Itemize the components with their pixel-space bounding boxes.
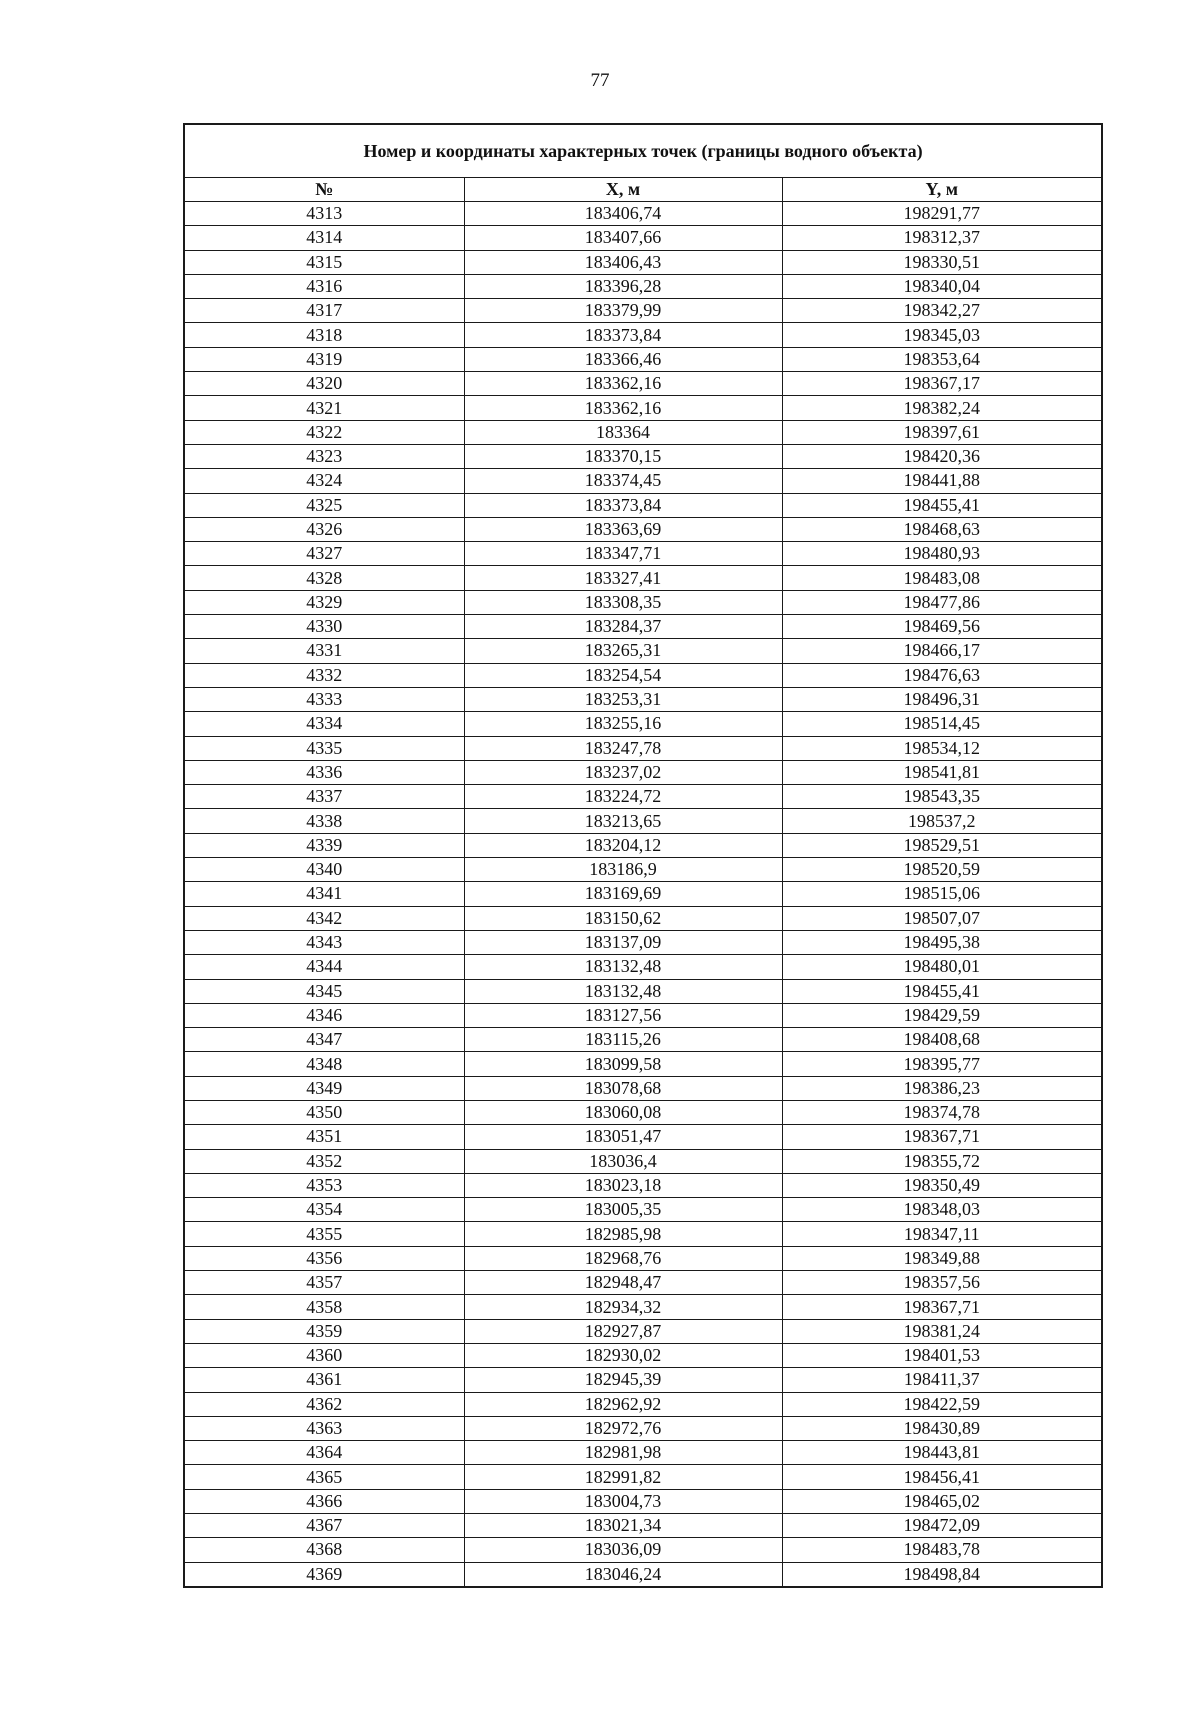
point-number-cell: 4348 bbox=[185, 1052, 464, 1076]
point-number-cell: 4329 bbox=[185, 590, 464, 614]
y-coordinate-cell: 198468,63 bbox=[782, 517, 1101, 541]
y-coordinate-cell: 198395,77 bbox=[782, 1052, 1101, 1076]
x-coordinate-cell: 183407,66 bbox=[464, 226, 782, 250]
table-row bbox=[185, 396, 1101, 420]
point-number-cell: 4368 bbox=[185, 1538, 464, 1562]
table-row bbox=[185, 1368, 1101, 1392]
point-number-cell: 4315 bbox=[185, 250, 464, 274]
y-coordinate-cell: 198483,08 bbox=[782, 566, 1101, 590]
x-coordinate-cell: 183224,72 bbox=[464, 785, 782, 809]
x-coordinate-cell: 183060,08 bbox=[464, 1100, 782, 1124]
table-row bbox=[185, 420, 1101, 444]
point-number-cell: 4355 bbox=[185, 1222, 464, 1246]
x-coordinate-cell: 183284,37 bbox=[464, 615, 782, 639]
x-coordinate-cell: 183169,69 bbox=[464, 882, 782, 906]
table-row bbox=[185, 1562, 1101, 1586]
y-coordinate-cell: 198515,06 bbox=[782, 882, 1101, 906]
y-coordinate-cell: 198401,53 bbox=[782, 1343, 1101, 1367]
x-coordinate-cell: 182985,98 bbox=[464, 1222, 782, 1246]
x-coordinate-cell: 183036,4 bbox=[464, 1149, 782, 1173]
page-number: 77 bbox=[590, 70, 610, 91]
y-coordinate-cell: 198381,24 bbox=[782, 1319, 1101, 1343]
table-row bbox=[185, 299, 1101, 323]
y-coordinate-cell: 198465,02 bbox=[782, 1489, 1101, 1513]
point-number-cell: 4354 bbox=[185, 1198, 464, 1222]
x-coordinate-cell: 182927,87 bbox=[464, 1319, 782, 1343]
point-number-cell: 4367 bbox=[185, 1514, 464, 1538]
header-row bbox=[185, 178, 1101, 202]
table-row bbox=[185, 1538, 1101, 1562]
column-header-number: № bbox=[185, 178, 464, 202]
point-number-cell: 4346 bbox=[185, 1003, 464, 1027]
coordinates-table bbox=[183, 123, 1103, 1588]
table-row bbox=[185, 444, 1101, 468]
x-coordinate-cell: 183005,35 bbox=[464, 1198, 782, 1222]
point-number-cell: 4344 bbox=[185, 955, 464, 979]
table-row bbox=[185, 639, 1101, 663]
x-coordinate-cell: 182948,47 bbox=[464, 1271, 782, 1295]
point-number-cell: 4338 bbox=[185, 809, 464, 833]
table-row bbox=[185, 1028, 1101, 1052]
table-row bbox=[185, 930, 1101, 954]
y-coordinate-cell: 198455,41 bbox=[782, 979, 1101, 1003]
table-row bbox=[185, 1052, 1101, 1076]
point-number-cell: 4361 bbox=[185, 1368, 464, 1392]
point-number-cell: 4359 bbox=[185, 1319, 464, 1343]
table-row bbox=[185, 955, 1101, 979]
table-heading: Номер и координаты характерных точек (границы водного объекта) bbox=[185, 125, 1101, 178]
x-coordinate-cell: 183373,84 bbox=[464, 493, 782, 517]
y-coordinate-cell: 198472,09 bbox=[782, 1514, 1101, 1538]
point-number-cell: 4340 bbox=[185, 858, 464, 882]
x-coordinate-cell: 183254,54 bbox=[464, 663, 782, 687]
point-number-cell: 4347 bbox=[185, 1028, 464, 1052]
x-coordinate-cell: 182981,98 bbox=[464, 1441, 782, 1465]
x-coordinate-cell: 183115,26 bbox=[464, 1028, 782, 1052]
x-coordinate-cell: 183127,56 bbox=[464, 1003, 782, 1027]
point-number-cell: 4337 bbox=[185, 785, 464, 809]
table-row bbox=[185, 202, 1101, 226]
table-row bbox=[185, 274, 1101, 298]
x-coordinate-cell: 182991,82 bbox=[464, 1465, 782, 1489]
point-number-cell: 4357 bbox=[185, 1271, 464, 1295]
x-coordinate-cell: 183362,16 bbox=[464, 372, 782, 396]
x-coordinate-cell: 183023,18 bbox=[464, 1173, 782, 1197]
table-row bbox=[185, 372, 1101, 396]
y-coordinate-cell: 198348,03 bbox=[782, 1198, 1101, 1222]
table-row bbox=[185, 882, 1101, 906]
coordinates-grid bbox=[185, 178, 1101, 1586]
y-coordinate-cell: 198430,89 bbox=[782, 1416, 1101, 1440]
table-row bbox=[185, 493, 1101, 517]
y-coordinate-cell: 198520,59 bbox=[782, 858, 1101, 882]
x-coordinate-cell: 183308,35 bbox=[464, 590, 782, 614]
y-coordinate-cell: 198429,59 bbox=[782, 1003, 1101, 1027]
table-row bbox=[185, 542, 1101, 566]
y-coordinate-cell: 198443,81 bbox=[782, 1441, 1101, 1465]
table-body bbox=[185, 202, 1101, 1586]
x-coordinate-cell: 183099,58 bbox=[464, 1052, 782, 1076]
x-coordinate-cell: 183265,31 bbox=[464, 639, 782, 663]
x-coordinate-cell: 182945,39 bbox=[464, 1368, 782, 1392]
table-row bbox=[185, 1222, 1101, 1246]
point-number-cell: 4356 bbox=[185, 1246, 464, 1270]
table-row bbox=[185, 1416, 1101, 1440]
table-row bbox=[185, 323, 1101, 347]
x-coordinate-cell: 183366,46 bbox=[464, 347, 782, 371]
y-coordinate-cell: 198291,77 bbox=[782, 202, 1101, 226]
point-number-cell: 4316 bbox=[185, 274, 464, 298]
table-row bbox=[185, 517, 1101, 541]
y-coordinate-cell: 198382,24 bbox=[782, 396, 1101, 420]
point-number-cell: 4320 bbox=[185, 372, 464, 396]
y-coordinate-cell: 198347,11 bbox=[782, 1222, 1101, 1246]
x-coordinate-cell: 183370,15 bbox=[464, 444, 782, 468]
table-row bbox=[185, 1076, 1101, 1100]
x-coordinate-cell: 183132,48 bbox=[464, 955, 782, 979]
table-row bbox=[185, 590, 1101, 614]
y-coordinate-cell: 198420,36 bbox=[782, 444, 1101, 468]
table-row bbox=[185, 1295, 1101, 1319]
point-number-cell: 4352 bbox=[185, 1149, 464, 1173]
table-row bbox=[185, 1465, 1101, 1489]
y-coordinate-cell: 198355,72 bbox=[782, 1149, 1101, 1173]
point-number-cell: 4350 bbox=[185, 1100, 464, 1124]
x-coordinate-cell: 183347,71 bbox=[464, 542, 782, 566]
table-row bbox=[185, 833, 1101, 857]
y-coordinate-cell: 198537,2 bbox=[782, 809, 1101, 833]
point-number-cell: 4313 bbox=[185, 202, 464, 226]
point-number-cell: 4342 bbox=[185, 906, 464, 930]
y-coordinate-cell: 198367,71 bbox=[782, 1295, 1101, 1319]
y-coordinate-cell: 198534,12 bbox=[782, 736, 1101, 760]
y-coordinate-cell: 198330,51 bbox=[782, 250, 1101, 274]
y-coordinate-cell: 198477,86 bbox=[782, 590, 1101, 614]
point-number-cell: 4330 bbox=[185, 615, 464, 639]
table-row bbox=[185, 785, 1101, 809]
x-coordinate-cell: 182972,76 bbox=[464, 1416, 782, 1440]
x-coordinate-cell: 182962,92 bbox=[464, 1392, 782, 1416]
x-coordinate-cell: 183132,48 bbox=[464, 979, 782, 1003]
table-row bbox=[185, 1343, 1101, 1367]
point-number-cell: 4358 bbox=[185, 1295, 464, 1319]
table-row bbox=[185, 736, 1101, 760]
x-coordinate-cell: 183363,69 bbox=[464, 517, 782, 541]
x-coordinate-cell: 183396,28 bbox=[464, 274, 782, 298]
table-row bbox=[185, 1441, 1101, 1465]
x-coordinate-cell: 183004,73 bbox=[464, 1489, 782, 1513]
y-coordinate-cell: 198456,41 bbox=[782, 1465, 1101, 1489]
table-row bbox=[185, 1392, 1101, 1416]
point-number-cell: 4325 bbox=[185, 493, 464, 517]
x-coordinate-cell: 183247,78 bbox=[464, 736, 782, 760]
y-coordinate-cell: 198350,49 bbox=[782, 1173, 1101, 1197]
point-number-cell: 4335 bbox=[185, 736, 464, 760]
y-coordinate-cell: 198514,45 bbox=[782, 712, 1101, 736]
y-coordinate-cell: 198495,38 bbox=[782, 930, 1101, 954]
table-row bbox=[185, 712, 1101, 736]
x-coordinate-cell: 183364 bbox=[464, 420, 782, 444]
point-number-cell: 4331 bbox=[185, 639, 464, 663]
y-coordinate-cell: 198483,78 bbox=[782, 1538, 1101, 1562]
point-number-cell: 4317 bbox=[185, 299, 464, 323]
point-number-cell: 4341 bbox=[185, 882, 464, 906]
table-row bbox=[185, 1246, 1101, 1270]
table-row bbox=[185, 226, 1101, 250]
x-coordinate-cell: 183078,68 bbox=[464, 1076, 782, 1100]
y-coordinate-cell: 198353,64 bbox=[782, 347, 1101, 371]
table-row bbox=[185, 1319, 1101, 1343]
x-coordinate-cell: 182968,76 bbox=[464, 1246, 782, 1270]
x-coordinate-cell: 183406,43 bbox=[464, 250, 782, 274]
y-coordinate-cell: 198498,84 bbox=[782, 1562, 1101, 1586]
x-coordinate-cell: 182934,32 bbox=[464, 1295, 782, 1319]
x-coordinate-cell: 183253,31 bbox=[464, 687, 782, 711]
point-number-cell: 4369 bbox=[185, 1562, 464, 1586]
y-coordinate-cell: 198397,61 bbox=[782, 420, 1101, 444]
y-coordinate-cell: 198441,88 bbox=[782, 469, 1101, 493]
point-number-cell: 4343 bbox=[185, 930, 464, 954]
column-header-y: Y, м bbox=[782, 178, 1101, 202]
x-coordinate-cell: 182930,02 bbox=[464, 1343, 782, 1367]
y-coordinate-cell: 198312,37 bbox=[782, 226, 1101, 250]
y-coordinate-cell: 198480,01 bbox=[782, 955, 1101, 979]
table-row bbox=[185, 1173, 1101, 1197]
table-row bbox=[185, 663, 1101, 687]
x-coordinate-cell: 183186,9 bbox=[464, 858, 782, 882]
y-coordinate-cell: 198543,35 bbox=[782, 785, 1101, 809]
y-coordinate-cell: 198367,71 bbox=[782, 1125, 1101, 1149]
y-coordinate-cell: 198342,27 bbox=[782, 299, 1101, 323]
point-number-cell: 4321 bbox=[185, 396, 464, 420]
point-number-cell: 4323 bbox=[185, 444, 464, 468]
x-coordinate-cell: 183327,41 bbox=[464, 566, 782, 590]
point-number-cell: 4327 bbox=[185, 542, 464, 566]
table-row bbox=[185, 1198, 1101, 1222]
point-number-cell: 4322 bbox=[185, 420, 464, 444]
x-coordinate-cell: 183237,02 bbox=[464, 760, 782, 784]
point-number-cell: 4362 bbox=[185, 1392, 464, 1416]
y-coordinate-cell: 198541,81 bbox=[782, 760, 1101, 784]
y-coordinate-cell: 198496,31 bbox=[782, 687, 1101, 711]
point-number-cell: 4345 bbox=[185, 979, 464, 1003]
point-number-cell: 4326 bbox=[185, 517, 464, 541]
y-coordinate-cell: 198507,07 bbox=[782, 906, 1101, 930]
table-row bbox=[185, 1271, 1101, 1295]
point-number-cell: 4336 bbox=[185, 760, 464, 784]
table-row bbox=[185, 469, 1101, 493]
x-coordinate-cell: 183255,16 bbox=[464, 712, 782, 736]
y-coordinate-cell: 198367,17 bbox=[782, 372, 1101, 396]
y-coordinate-cell: 198480,93 bbox=[782, 542, 1101, 566]
x-coordinate-cell: 183204,12 bbox=[464, 833, 782, 857]
table-row bbox=[185, 566, 1101, 590]
x-coordinate-cell: 183373,84 bbox=[464, 323, 782, 347]
table-row bbox=[185, 906, 1101, 930]
point-number-cell: 4328 bbox=[185, 566, 464, 590]
x-coordinate-cell: 183137,09 bbox=[464, 930, 782, 954]
y-coordinate-cell: 198386,23 bbox=[782, 1076, 1101, 1100]
x-coordinate-cell: 183362,16 bbox=[464, 396, 782, 420]
x-coordinate-cell: 183379,99 bbox=[464, 299, 782, 323]
x-coordinate-cell: 183036,09 bbox=[464, 1538, 782, 1562]
x-coordinate-cell: 183374,45 bbox=[464, 469, 782, 493]
x-coordinate-cell: 183150,62 bbox=[464, 906, 782, 930]
table-row bbox=[185, 347, 1101, 371]
y-coordinate-cell: 198455,41 bbox=[782, 493, 1101, 517]
table-row bbox=[185, 1003, 1101, 1027]
x-coordinate-cell: 183051,47 bbox=[464, 1125, 782, 1149]
table-row bbox=[185, 1149, 1101, 1173]
y-coordinate-cell: 198466,17 bbox=[782, 639, 1101, 663]
table-row bbox=[185, 1125, 1101, 1149]
point-number-cell: 4333 bbox=[185, 687, 464, 711]
x-coordinate-cell: 183046,24 bbox=[464, 1562, 782, 1586]
y-coordinate-cell: 198374,78 bbox=[782, 1100, 1101, 1124]
column-header-x: X, м bbox=[464, 178, 782, 202]
table-row bbox=[185, 250, 1101, 274]
point-number-cell: 4366 bbox=[185, 1489, 464, 1513]
table-row bbox=[185, 1514, 1101, 1538]
point-number-cell: 4324 bbox=[185, 469, 464, 493]
y-coordinate-cell: 198345,03 bbox=[782, 323, 1101, 347]
x-coordinate-cell: 183406,74 bbox=[464, 202, 782, 226]
point-number-cell: 4319 bbox=[185, 347, 464, 371]
point-number-cell: 4365 bbox=[185, 1465, 464, 1489]
y-coordinate-cell: 198469,56 bbox=[782, 615, 1101, 639]
y-coordinate-cell: 198349,88 bbox=[782, 1246, 1101, 1270]
point-number-cell: 4332 bbox=[185, 663, 464, 687]
point-number-cell: 4349 bbox=[185, 1076, 464, 1100]
y-coordinate-cell: 198422,59 bbox=[782, 1392, 1101, 1416]
y-coordinate-cell: 198411,37 bbox=[782, 1368, 1101, 1392]
y-coordinate-cell: 198357,56 bbox=[782, 1271, 1101, 1295]
point-number-cell: 4314 bbox=[185, 226, 464, 250]
point-number-cell: 4363 bbox=[185, 1416, 464, 1440]
x-coordinate-cell: 183213,65 bbox=[464, 809, 782, 833]
point-number-cell: 4364 bbox=[185, 1441, 464, 1465]
y-coordinate-cell: 198408,68 bbox=[782, 1028, 1101, 1052]
point-number-cell: 4318 bbox=[185, 323, 464, 347]
table-row bbox=[185, 760, 1101, 784]
point-number-cell: 4339 bbox=[185, 833, 464, 857]
table-row bbox=[185, 615, 1101, 639]
table-row bbox=[185, 1100, 1101, 1124]
point-number-cell: 4334 bbox=[185, 712, 464, 736]
table-row bbox=[185, 809, 1101, 833]
table-row bbox=[185, 858, 1101, 882]
point-number-cell: 4360 bbox=[185, 1343, 464, 1367]
table-row bbox=[185, 1489, 1101, 1513]
point-number-cell: 4351 bbox=[185, 1125, 464, 1149]
x-coordinate-cell: 183021,34 bbox=[464, 1514, 782, 1538]
y-coordinate-cell: 198529,51 bbox=[782, 833, 1101, 857]
y-coordinate-cell: 198340,04 bbox=[782, 274, 1101, 298]
table-row bbox=[185, 687, 1101, 711]
y-coordinate-cell: 198476,63 bbox=[782, 663, 1101, 687]
point-number-cell: 4353 bbox=[185, 1173, 464, 1197]
table-row bbox=[185, 979, 1101, 1003]
